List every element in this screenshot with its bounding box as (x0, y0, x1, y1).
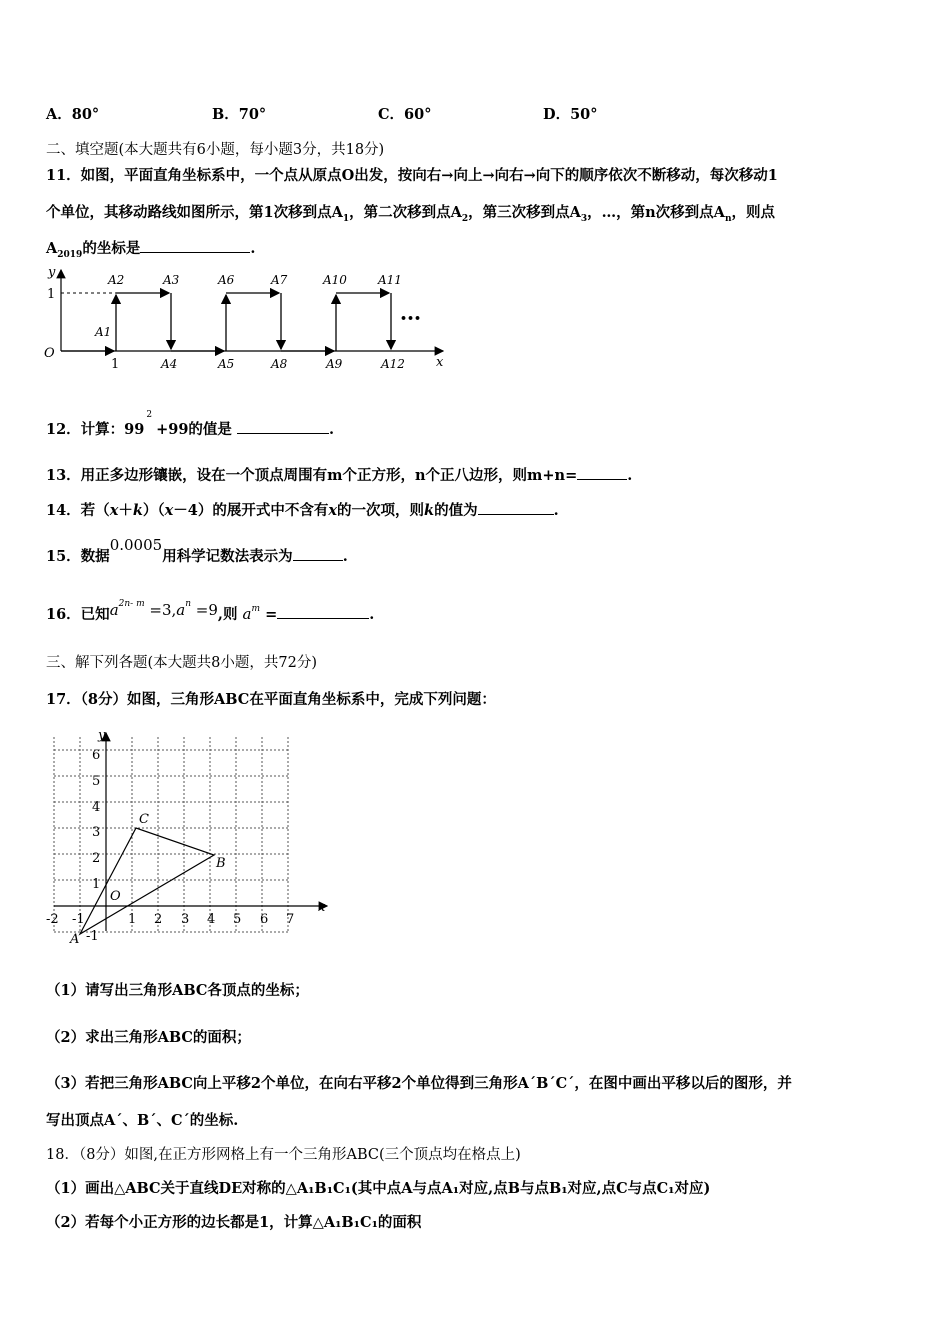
answer-blank[interactable] (478, 500, 554, 515)
answer-blank[interactable] (237, 419, 329, 434)
point-label: A5 (218, 357, 235, 371)
answer-blank[interactable] (293, 546, 343, 561)
option-a: A．80° (46, 106, 100, 123)
option-c: C．60° (378, 106, 432, 123)
tick-label: 6 (92, 748, 101, 763)
tick-label: 3 (92, 825, 101, 840)
q17-title: 17．（8分）如图，三角形ABC在平面直角坐标系中，完成下列问题： (46, 691, 496, 708)
q11-path-figure (38, 262, 458, 377)
origin-label: O (110, 889, 121, 904)
q11-line1: 11．如图，平面直角坐标系中，一个点从原点O出发，按向右→向上→向右→向下的顺序依次不断移动，每次移动1 (46, 167, 778, 184)
tick-label: 1 (128, 912, 137, 927)
tick-label: 7 (286, 912, 295, 927)
point-label: A11 (378, 273, 402, 287)
x-axis-label: x (436, 355, 444, 370)
y-tick-labels (86, 748, 100, 944)
tick-label: 6 (260, 912, 269, 927)
point-label: A12 (381, 357, 405, 371)
q17-grid-figure (42, 725, 342, 947)
tick-label: 1 (92, 877, 101, 892)
point-labels (94, 273, 405, 371)
q12: 12．计算：$99^2+99$的值是 . (46, 410, 335, 438)
x-one-label: 1 (111, 357, 120, 372)
tick-label: -1 (86, 929, 99, 944)
point-label: A3 (163, 273, 180, 287)
x-axis-label: x (318, 900, 326, 915)
option-b: B．70° (212, 106, 267, 123)
option-d: D．50° (543, 106, 598, 123)
q18-part1: （1）画出△ABC关于直线DE对称的△A₁B₁C₁(其中点A与点A₁对应,点B与点B₁对应,点C与点C₁对应) (46, 1180, 711, 1197)
tick-label: 4 (92, 800, 101, 815)
point-label: A6 (218, 273, 235, 287)
section-3-heading: 三、解下列各题(本大题共8小题，共72分) (46, 655, 317, 671)
tick-label: 2 (154, 912, 163, 927)
vertex-b: B (216, 856, 226, 871)
vertex-a: A (70, 932, 80, 947)
origin-label: O (44, 346, 55, 361)
point-label: A8 (271, 357, 288, 371)
q11-line3: $A_{2019}$的坐标是 . (46, 240, 256, 260)
y-one-label: 1 (47, 287, 56, 302)
q18-title: 18．（8分）如图,在正方形网格上有一个三角形ABC(三个顶点均在格点上) (46, 1147, 521, 1163)
tick-label: 4 (207, 912, 216, 927)
ellipsis: ••• (400, 312, 422, 325)
answer-blank[interactable] (140, 238, 250, 253)
section-2-heading: 二、填空题(本大题共有6小题，每小题3分，共18分) (46, 142, 385, 158)
x-tick-labels (46, 912, 294, 927)
answer-blank[interactable] (577, 465, 627, 480)
point-label: A2 (108, 273, 125, 287)
q18-part2: （2）若每个小正方形的边长都是1，计算△A₁B₁C₁的面积 (46, 1214, 422, 1231)
q17-part3-line1: （3）若把三角形ABC向上平移2个单位，在向右平移2个单位得到三角形A´B´C´，在图中画出平移以后的图形，并 (46, 1075, 792, 1092)
point-label: A9 (326, 357, 343, 371)
q14: 14．若（x＋k）（x－4）的展开式中不含有x的一次项，则k的值为 . (46, 502, 559, 519)
tick-label: -2 (46, 912, 59, 927)
point-label: A7 (271, 273, 288, 287)
q17-part1: （1）请写出三角形ABC各顶点的坐标； (46, 982, 309, 999)
tick-label: 2 (92, 851, 101, 866)
tick-label: 5 (233, 912, 242, 927)
tick-label: 5 (92, 774, 101, 789)
point-label: A10 (323, 273, 347, 287)
q17-part3-line2: 写出顶点A´、B´、C´的坐标. (46, 1112, 239, 1129)
q17-part2: （2）求出三角形ABC的面积； (46, 1029, 251, 1046)
y-axis-label: y (98, 728, 106, 743)
vertex-c: C (139, 812, 149, 827)
answer-blank[interactable] (277, 604, 369, 619)
y-axis-label: y (48, 265, 56, 280)
q11-line2: 个单位，其移动路线如图所示，第1次移到点$A_1$，第二次移到点$A_2$，第三次移到点$A_3$，…，第n次移到点$A_n$，则点 (46, 204, 775, 224)
q16: 16．已知$a^{2n- m} =3,a^n =9$,则 $a^m$ = . (46, 599, 375, 623)
point-label: A1 (95, 325, 112, 339)
q15: 15．数据0.0005用科学记数法表示为 . (46, 536, 348, 565)
point-label: A4 (161, 357, 178, 371)
q13: 13．用正多边形镶嵌，设在一个顶点周围有m个正方形，n个正八边形，则m+n= . (46, 467, 633, 484)
tick-label: -1 (72, 912, 85, 927)
tick-label: 3 (181, 912, 190, 927)
